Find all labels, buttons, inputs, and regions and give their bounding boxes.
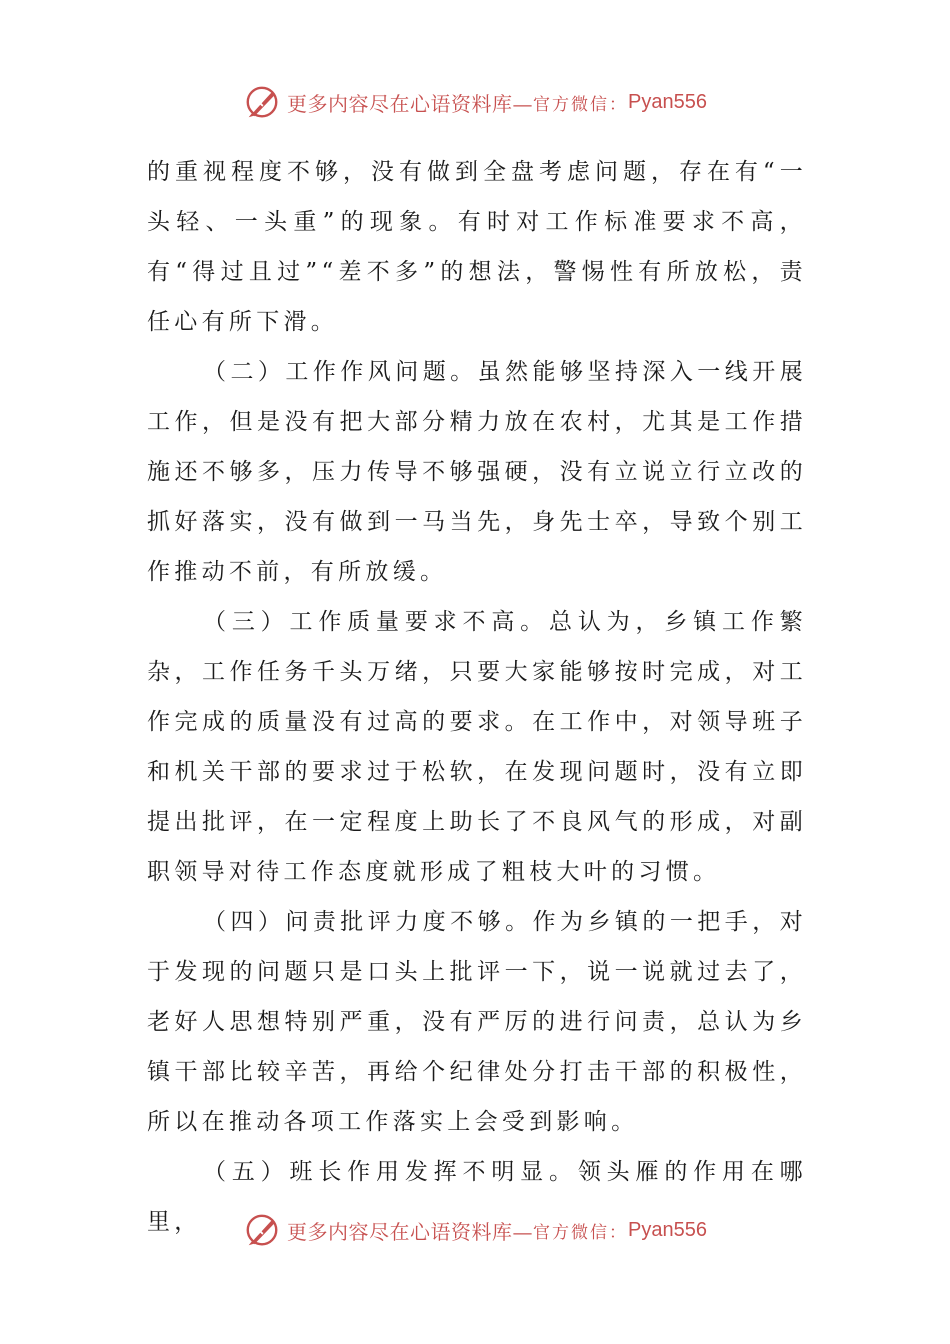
footer-banner-text: 更多内容尽在心语资料库—: [287, 1219, 534, 1244]
header-banner: [0, 80, 950, 124]
header-banner-text: 更多内容尽在心语资料库—: [287, 91, 534, 116]
footer-banner-label: 官方微信：: [533, 1222, 629, 1243]
paragraph-5: （五）班长作用发挥不明显。领头雁的作用在哪里，: [147, 1159, 807, 1235]
paragraph-2: （二）工作作风问题。虽然能够坚持深入一线开展工作，但是没有把大部分精力放在农村，尤其是工作措施还不够多，压力传导不够强硬，没有立说立行立改的抓好落实，没有做到一马当先，身先士卒，导致个别工作推动不前，有所放缓。: [147, 359, 807, 585]
header-wechat-id: Pyan556: [628, 90, 707, 113]
paragraph-continued: 的重视程度不够，没有做到全盘考虑问题，存在有“一头轻、一头重”的现象。有时对工作标准要求不高，有“得过且过”“差不多”的想法，警惕性有所放松，责任心有所下滑。: [147, 159, 807, 335]
footer-banner: [0, 1208, 950, 1252]
paragraph-4: （四）问责批评力度不够。作为乡镇的一把手，对于发现的问题只是口头上批评一下，说一说就过去了，老好人思想特别严重，没有严厉的进行问责，总认为乡镇干部比较辛苦，再给个纪律处分打击干部的积极性，所以在推动各项工作落实上会受到影响。: [147, 909, 807, 1135]
footer-wechat-id: Pyan556: [628, 1218, 707, 1241]
paragraph-3: （三）工作质量要求不高。总认为，乡镇工作繁杂，工作任务千头万绪，只要大家能够按时完成，对工作完成的质量没有过高的要求。在工作中，对领导班子和机关干部的要求过于松软，在发现问题时，没有立即提出批评，在一定程度上助长了不良风气的形成，对副职领导对待工作态度就形成了粗枝大叶的习惯。: [147, 609, 807, 885]
document-body: [147, 147, 807, 1247]
pen-logo-icon: [243, 1211, 281, 1249]
header-banner-label: 官方微信：: [533, 94, 629, 115]
pen-logo-icon: [243, 83, 281, 121]
